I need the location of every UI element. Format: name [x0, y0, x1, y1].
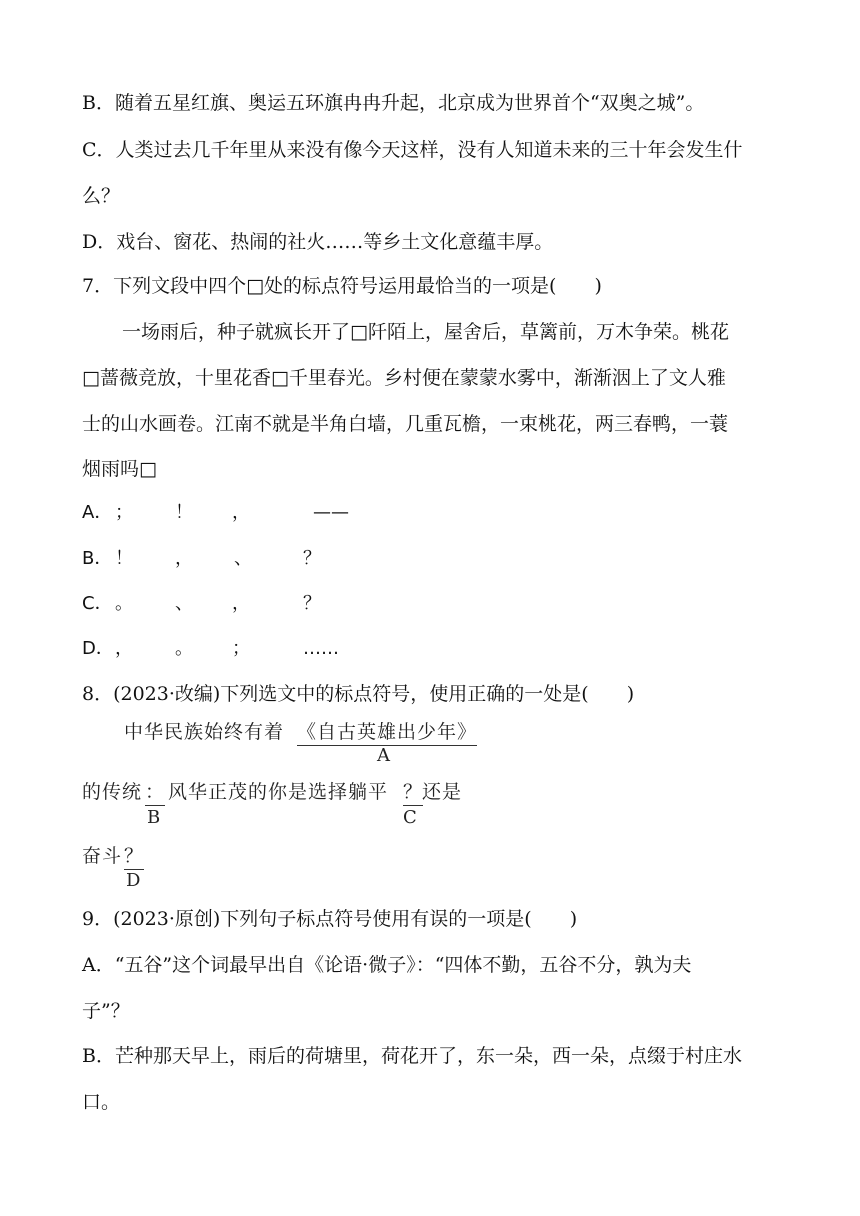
q9-stem: 9．(2023·原创)下列句子标点符号使用有误的一项是( ) [82, 908, 578, 930]
excerpt-text: 还是 [422, 781, 463, 803]
option-value: ？ [303, 593, 321, 614]
option-value: ！ [115, 548, 133, 569]
option-value: ； [232, 638, 250, 659]
underlined-segment-b: ： [145, 777, 165, 806]
option-label: A． [82, 502, 113, 523]
option-value: 、 [234, 548, 252, 569]
q7-passage-line3: 士的山水画卷。江南不就是半角白墙，几重瓦檐，一束桃花，两三春鸭，一蓑 [82, 413, 729, 435]
label-c: C [403, 807, 417, 828]
option-value: 。 [115, 593, 133, 614]
q9-option-a-line1: A．“五谷”这个词最早出自《论语·微子》：“四体不勤，五谷不分，孰为夫 [82, 954, 692, 976]
underlined-segment-a: 《自古英雄出少年》 [297, 717, 477, 746]
option-value: —— [313, 502, 349, 523]
q6-option-c-line2: 么？ [82, 185, 121, 207]
q7-passage-line4: 烟雨吗□ [82, 458, 157, 480]
option-value: ？ [303, 548, 321, 569]
q7-passage-line1: 一场雨后，种子就疯长开了□阡陌上，屋舍后，草篱前，万木争荣。桃花 [122, 321, 729, 343]
underlined-segment-c: ？ [403, 777, 423, 806]
option-value: ， [115, 638, 133, 659]
underlined-segment-d: ？ [124, 841, 144, 870]
excerpt-text: 风华正茂的你是选择躺平 [168, 781, 389, 803]
option-value: ， [232, 502, 250, 523]
q7-passage-line2: □蔷薇竞放，十里花香□千里春光。乡村便在蒙蒙水雾中，渐渐洇上了文人雅 [82, 367, 726, 389]
q9-option-a-line2: 子”？ [82, 1000, 130, 1022]
option-label: B． [82, 548, 113, 569]
option-value: …… [303, 638, 339, 659]
label-b: B [147, 807, 161, 828]
option-label: C． [82, 593, 113, 614]
q9-option-b-line2: 口。 [82, 1091, 121, 1113]
excerpt-text: 中华民族始终有着 [124, 721, 285, 743]
q6-option-c-line1: C．人类过去几千年里从来没有像今天这样，没有人知道未来的三十年会发生什 [82, 139, 743, 161]
option-value: ； [115, 502, 133, 523]
option-value: ！ [175, 502, 193, 523]
excerpt-text: 奋斗 [82, 845, 123, 867]
q6-option-b: B．随着五星红旗、奥运五环旗冉冉升起，北京成为世界首个“双奥之城”。 [82, 92, 705, 114]
q7-stem: 7．下列文段中四个□处的标点符号运用最恰当的一项是( ) [82, 275, 602, 297]
option-value: 。 [175, 638, 193, 659]
excerpt-text: 的传统 [82, 781, 143, 803]
label-a: A [377, 745, 390, 766]
option-label: D． [82, 638, 114, 659]
q8-stem: 8．(2023·改编)下列选文中的标点符号，使用正确的一处是( ) [82, 683, 635, 705]
label-d: D [126, 870, 141, 891]
option-value: ， [232, 593, 250, 614]
option-value: 、 [175, 593, 193, 614]
option-value: ， [175, 548, 193, 569]
q9-option-b-line1: B．芒种那天早上，雨后的荷塘里，荷花开了，东一朵，西一朵，点缀于村庄水 [82, 1045, 742, 1067]
q6-option-d: D．戏台、窗花、热闹的社火……等乡土文化意蕴丰厚。 [82, 231, 554, 253]
